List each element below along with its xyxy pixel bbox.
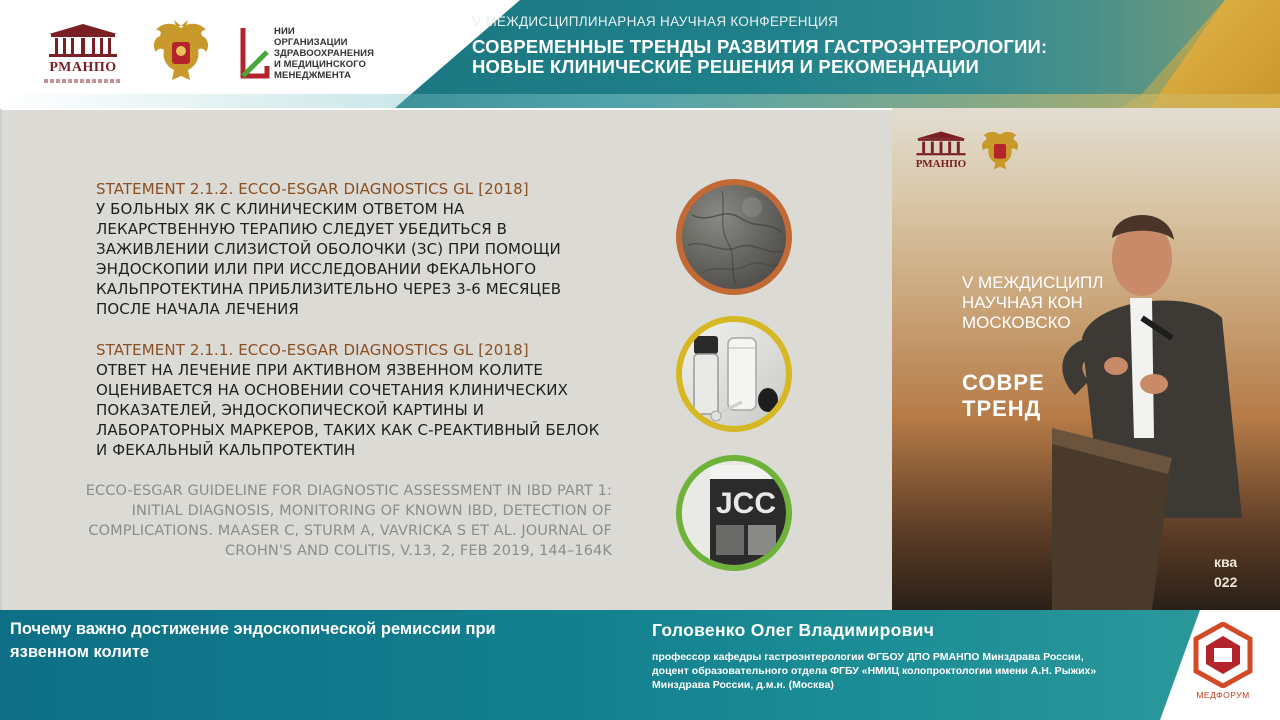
- speaker-name: Головенко Олег Владимирович: [652, 620, 935, 640]
- journal-cover-title: JCC: [716, 487, 777, 520]
- endoscopy-image-icon: [676, 179, 792, 295]
- speaker-credentials: профессор кафедры гастроэнтерологии ФГБОУ ДПО РМАНПО Минздрава России, доцент образовательного отдела ФГБУ «НМИЦ колопроктологии имени А.Н. Рыжих» Минздрава России, д.м.н. (Москва): [652, 651, 1097, 691]
- statement-heading: STATEMENT 2.1.1. ECCO-ESGAR DIAGNOSTICS GL [2018]: [96, 341, 529, 359]
- statement-body: У БОЛЬНЫХ ЯК С КЛИНИЧЕСКИМ ОТВЕТОМ НА ЛЕКАРСТВЕННУЮ ТЕРАПИЮ СЛЕДУЕТ УБЕДИТЬСЯ В ЗАЖИВЛЕНИИ СЛИЗИСТОЙ ОБОЛОЧКИ (ЗС) ПРИ ПОМОЩИ ЭНДОСКОПИИ ИЛИ ПРИ ИССЛЕДОВАНИИ ФЕКАЛЬНОГО КАЛЬПРОТЕКТИНА ПРИБЛИЗИТЕЛЬНО ЧЕРЕЗ 3-6 МЕСЯЦЕВ ПОСЛЕ НАЧАЛА ЛЕЧЕНИЯ: [96, 200, 562, 318]
- lower-third-bar: [0, 610, 1280, 720]
- lectern: [1032, 418, 1192, 610]
- nii-mark-icon: [240, 26, 270, 80]
- journal-cover-icon: [676, 455, 792, 571]
- nii-logo-label: НИИ ОРГАНИЗАЦИИ ЗДРАВООХРАНЕНИЯ И МЕДИЦИНСКОГО МЕНЕДЖМЕНТА: [274, 26, 375, 81]
- building-icon: [914, 130, 968, 156]
- conference-subtitle: V МЕЖДИСЦИПЛИНАРНАЯ НАУЧНАЯ КОНФЕРЕНЦИЯ: [472, 14, 839, 29]
- conference-title: СОВРЕМЕННЫЕ ТРЕНДЫ РАЗВИТИЯ ГАСТРОЭНТЕРОЛОГИИ: НОВЫЕ КЛИНИЧЕСКИЕ РЕШЕНИЯ И РЕКОМЕНДАЦИИ: [472, 36, 1048, 77]
- statement-body: ОТВЕТ НА ЛЕЧЕНИЕ ПРИ АКТИВНОМ ЯЗВЕННОМ КОЛИТЕ ОЦЕНИВАЕТСЯ НА ОСНОВЕНИИ СОЧЕТАНИЯ КЛИНИЧЕСКИХ ПОКАЗАТЕЛЕЙ, ЭНДОСКОПИЧЕСКОЙ КАРТИНЫ И ЛАБОРАТОРНЫХ МАРКЕРОВ, ТАКИХ КАК С-РЕАКТИВНЫЙ БЕЛОК И ФЕКАЛЬНЫЙ КАЛЬПРОТЕКТИН: [96, 361, 600, 459]
- header-stripe: [0, 94, 1280, 108]
- conference-header: [0, 0, 1280, 108]
- medforum-label: МЕДФОРУМ: [1196, 690, 1250, 700]
- statement-block-1: [96, 179, 561, 319]
- talk-topic: Почему важно достижение эндоскопической ремиссии при язвенном колите: [10, 620, 496, 661]
- rmanpo-logo-subtext: [44, 79, 122, 83]
- rmanpo-logo: [42, 22, 124, 88]
- medforum-cube-icon: [1192, 622, 1254, 688]
- statement-block-2: [96, 340, 599, 460]
- backdrop-text: V МЕЖДИСЦИПЛ НАУЧНАЯ КОН МОСКОВСКО: [962, 273, 1104, 332]
- video-rmanpo-label: РМАНПО: [915, 158, 967, 170]
- nii-logo: [240, 26, 380, 82]
- building-icon: [47, 22, 119, 58]
- medforum-logo: [1192, 622, 1254, 700]
- presentation-slide: [0, 108, 892, 610]
- speaker-video: [892, 108, 1280, 610]
- backdrop-side-text: ква 022: [1214, 554, 1238, 590]
- rmanpo-logo-label: РМАНПО: [49, 60, 117, 75]
- backdrop-title: СОВРЕ ТРЕНД: [962, 370, 1045, 421]
- statement-heading: STATEMENT 2.1.2. ECCO-ESGAR DIAGNOSTICS GL [2018]: [96, 180, 529, 198]
- stool-sample-container-icon: [676, 316, 792, 432]
- double-headed-eagle-icon: [978, 128, 1022, 176]
- reference-citation: ECCO-ESGAR GUIDELINE FOR DIAGNOSTIC ASSESSMENT IN IBD PART 1: INITIAL DIAGNOSIS, MONITORING OF KNOWN IBD, DETECTION OF COMPLICATIONS. MAASER C, STURM A, VAVRICKA S ET AL. JOURNAL OF CROHN'S AND COLITIS, V.13, 2, FEB 2019, 144–164K: [85, 483, 612, 559]
- double-headed-eagle-icon: [148, 18, 214, 90]
